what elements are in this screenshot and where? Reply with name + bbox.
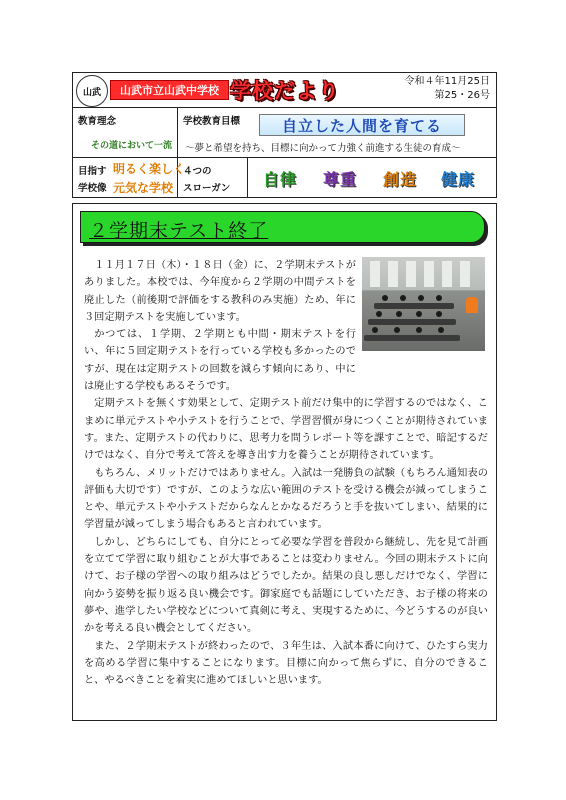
article-heading: ２学期末テスト終了 — [89, 220, 269, 242]
aim-label-2: 学校像 — [78, 183, 107, 194]
school-goal: 自立した人間を育てる — [259, 114, 465, 136]
philosophy-value: その道において一流 — [91, 141, 173, 151]
emblem-text: 山武 — [82, 87, 101, 98]
philosophy-label: 教育理念 — [78, 116, 117, 127]
aim-label-1: 目指す — [78, 166, 107, 177]
slogan-label-1: ４つの — [183, 166, 212, 177]
paragraph: 定期テストを無くす効果として、定期テスト前だけ集中的に学習するのではなく、こまめに単元テストや小テストを行うことで、学習習慣が身につくことが期待されています。また、定期テストの代わりに、思考力を問うレポート等を課すことで、暗記するだけではなく、自分で考えて答えを導き出す力を養うことが期待されています。 — [84, 398, 488, 462]
issue-number: 第25・26号 — [434, 90, 490, 101]
school-emblem-icon — [76, 75, 108, 107]
goal-label: 学校教育目標 — [183, 116, 241, 127]
aim-line-1: 明るく楽しく — [113, 162, 186, 176]
article-heading-banner — [80, 211, 485, 243]
goal-subtitle: ～夢と希望を持ち、目標に向かって力強く前進する生徒の育成～ — [185, 143, 461, 154]
header-goal-row — [73, 108, 496, 158]
divider — [177, 108, 178, 157]
paragraph: １１月１７日（木）・１８日（金）に、２学期末テストがありました。本校では、今年度から２学期の中間テストを廃止した（前後期で評価をする教科のみ実施）ため、年に３回定期テストを実施しています。 — [84, 260, 356, 323]
issue-date: 令和４年11月25日 — [404, 76, 490, 87]
header-title-row — [73, 73, 496, 108]
header-slogan-row — [73, 158, 496, 198]
slogan-2: 尊重 — [323, 170, 358, 189]
divider — [247, 158, 248, 198]
slogan-label-2: スローガン — [183, 183, 231, 194]
slogan-1: 自律 — [263, 170, 298, 189]
school-name: 山武市立山武中学校 — [110, 80, 229, 100]
paragraph: かつては、１学期、２学期とも中間・期末テストを行い、年に５回定期テストを行っている学校も多かったのですが、現在は定期テストの回数を減らす傾向にあり、中には廃止する学校もあるそうです。 — [84, 329, 356, 393]
article-body — [84, 257, 488, 689]
paragraph: また、２学期末テストが終わったので、３年生は、入試本番に向けて、ひたすら実力を高める学習に集中することになります。目標に向かって焦らずに、自分のできること、やるべきことを着実に進めてほしいと思います。 — [84, 640, 488, 687]
paragraph: もちろん、メリットだけではありません。入試は一発勝負の試験（もちろん通知表の評価も大切です）ですが、このような広い範囲のテストを受ける機会が減ってしまうことや、単元テストや小テストだからなんとかなるだろうと手を抜いてしまい、結果的に学習量が減ってしまう場合もあると言われています。 — [84, 467, 488, 531]
aim-line-2: 元気な学校 — [113, 181, 174, 195]
article — [72, 203, 497, 721]
slogan-4: 健康 — [441, 170, 476, 189]
newsletter-title: 学校だより — [230, 79, 340, 103]
slogan-3: 創造 — [383, 170, 418, 189]
paragraph: しかし、どちらにしても、自分にとって必要な学習を普段から継続し、先を見て計画を立てて学習に取り組むことが大事であることは変わりません。今回の期末テストに向けて、お子様の学習への取り組みはどうでしたか。結果の良し悪しだけでなく、学習に向かう姿勢を振り返る良い機会です。御家庭でも話題にしていただき、お子様の将来の夢や、進学したい学校などについて真剣に考え、実現するために、今どうするのが良いかを考える良い機会としてください。 — [84, 536, 488, 635]
issue-info — [405, 75, 490, 103]
newsletter-header — [72, 72, 497, 198]
